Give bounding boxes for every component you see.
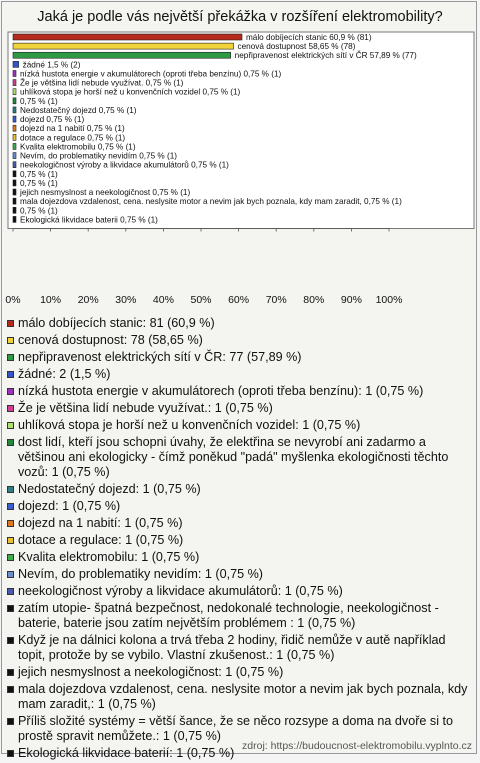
legend-swatch [7, 320, 14, 327]
legend-swatch [7, 439, 14, 446]
x-tick-label: 40% [152, 294, 174, 306]
legend-item [7, 533, 473, 548]
legend-item [7, 350, 473, 365]
bar-label: Nevím, do problematiky nevidím 0,75 % (1) [20, 151, 177, 161]
legend-item [7, 482, 473, 497]
bar-label: dojezd na 1 nabití 0,75 % (1) [20, 124, 125, 134]
x-tick-label: 50% [190, 294, 212, 306]
legend-label: Příliš složité systémy = větší šance, že se něco rozsype a doma na dvoře si to prostě spravit nemůžete.: 1 (0,75 %) [18, 714, 454, 743]
bar-label: 0,75 % (1) [20, 206, 58, 216]
legend-label: jejich nesmyslnost a neekologičnost: 1 (0,75 %) [18, 665, 284, 679]
legend-item [7, 665, 473, 680]
bar [13, 98, 16, 104]
bar-label: Nedostatečný dojezd 0,75 % (1) [20, 105, 137, 115]
legend-swatch [7, 486, 14, 493]
bar-label: nepřipravenost elektrických sítí v ČR 57,89 % (77) [234, 51, 417, 61]
legend-label: Že je většina lidí nebude využívat.: 1 (0,75 %) [18, 401, 273, 415]
legend-label: žádné: 2 (1,5 %) [18, 367, 111, 381]
bar [13, 189, 16, 195]
legend-swatch [7, 669, 14, 676]
legend-label: dojezd: 1 (0,75 %) [18, 499, 121, 513]
legend-label: dost lidí, kteří jsou schopni úvahy, že elektřina se nevyrobí ani zadarmo a většinou ani ekologicky - čímž poněkud "padá" myšlenka ekologičnosti těchto vozů: 1 (0,75 %) [18, 435, 449, 479]
bar-label: Ekologická likvidace baterii 0,75 % (1) [20, 215, 158, 225]
bar [13, 34, 242, 40]
legend-swatch [7, 637, 14, 644]
legend-item [7, 435, 473, 480]
legend-swatch [7, 422, 14, 429]
bar-label: jejich nesmyslnost a neekologičnost 0,75 % (1) [20, 188, 191, 198]
legend-swatch [7, 354, 14, 361]
bar [13, 52, 231, 58]
legend-swatch [7, 718, 14, 725]
legend-item [7, 601, 473, 631]
bar [13, 80, 16, 86]
bar [13, 43, 234, 49]
legend-label: cenová dostupnost: 78 (58,65 %) [18, 333, 203, 347]
bar [13, 171, 16, 177]
legend-label: neekologičnost výroby a likvidace akumulátorů: 1 (0,75 %) [18, 584, 343, 598]
x-tick-label: 60% [228, 294, 250, 306]
bar-label: 0,75 % (1) [20, 178, 58, 188]
legend-item [7, 384, 473, 399]
bar-label: neekologičnost výroby a likvidace akumulátorů 0,75 % (1) [20, 160, 229, 170]
legend-label: Ekologická likvidace baterií: 1 (0,75 %) [18, 746, 235, 760]
chart-legend [7, 316, 473, 763]
bar [13, 207, 16, 213]
chart-plot [0, 0, 480, 320]
bar-label: cenová dostupnost 58,65 % (78) [237, 42, 356, 52]
bar-label: uhlíková stopa je horší než u konvenčních vozidel 0,75 % (1) [20, 87, 241, 97]
legend-item [7, 567, 473, 582]
legend-item [7, 633, 473, 663]
bar [13, 61, 19, 67]
bar [13, 70, 16, 76]
bar-label: Že je většina lidí nebude využívat. 0,75 % (1) [20, 78, 184, 88]
bar-label: 0,75 % (1) [20, 96, 58, 106]
bar-label: žádné 1,5 % (2) [22, 60, 81, 70]
legend-label: dojezd na 1 nabití: 1 (0,75 %) [18, 516, 183, 530]
bar-label: málo dobíjecích stanic 60,9 % (81) [245, 33, 372, 42]
legend-item [7, 401, 473, 416]
legend-item [7, 367, 473, 382]
bar [13, 143, 16, 149]
legend-swatch [7, 571, 14, 578]
legend-swatch [7, 503, 14, 510]
legend-label: nepřipravenost elektrických sítí v ČR: 77 (57,89 %) [18, 350, 302, 364]
legend-label: málo dobíjecích stanic: 81 (60,9 %) [18, 316, 215, 330]
legend-swatch [7, 337, 14, 344]
x-tick-label: 20% [77, 294, 99, 306]
bar-label: dotace a regulace 0,75 % (1) [20, 133, 126, 143]
legend-swatch [7, 588, 14, 595]
bar [13, 180, 16, 186]
legend-swatch [7, 554, 14, 561]
legend-swatch [7, 605, 14, 612]
x-tick-label: 90% [340, 294, 362, 306]
chart-title: Jaká je podle vás největší překážka v rozšíření elektromobility? [37, 9, 443, 25]
legend-label: Když je na dálnici kolona a trvá třeba 2 hodiny, řidič nemůže v autě například topit, protože by se vybilo. Vlastní zkušenost.: 1 (0,75 %) [18, 633, 446, 662]
bar [13, 216, 16, 222]
legend-label: zatím utopie- špatná bezpečnost, nedokonalé technologie, neekologičnost -baterie, baterie jsou zatím největším problémem : 1 (0,75 %) [18, 601, 439, 630]
legend-swatch [7, 388, 14, 395]
x-tick-label: 30% [115, 294, 137, 306]
legend-label: Kvalita elektromobilu: 1 (0,75 %) [18, 550, 200, 564]
legend-item [7, 499, 473, 514]
bar-label: Kvalita elektromobilu 0,75 % (1) [20, 142, 136, 152]
bar-label: nízká hustota energie v akumulátorech (oproti třeba benzínu) 0,75 % (1) [20, 69, 282, 79]
legend-label: Nedostatečný dojezd: 1 (0,75 %) [18, 482, 201, 496]
legend-swatch [7, 686, 14, 693]
bar-label: mala dojezdova vzdalenost, cena. neslysite motor a nevim jak bych poznala, kdy mam zaradit, 0,75 % (1) [20, 197, 402, 207]
legend-swatch [7, 405, 14, 412]
legend-item [7, 516, 473, 531]
legend-item [7, 682, 473, 712]
bar [13, 134, 16, 140]
bar-label: dojezd 0,75 % (1) [20, 115, 85, 125]
bar [13, 107, 16, 113]
bar [13, 162, 16, 168]
x-tick-label: 80% [303, 294, 325, 306]
x-tick-label: 70% [265, 294, 287, 306]
x-tick-label: 0% [5, 294, 21, 306]
x-tick-label: 10% [40, 294, 62, 306]
bar [13, 198, 16, 204]
legend-swatch [7, 750, 14, 757]
bar [13, 125, 16, 131]
legend-item [7, 550, 473, 565]
legend-label: mala dojezdova vzdalenost, cena. neslysite motor a nevim jak bych poznala, kdy mam zaradit,: 1 (0,75 %) [18, 682, 468, 711]
legend-item [7, 418, 473, 433]
source-note: zdroj: https://budoucnost-elektromobilu.vyplnto.cz [242, 740, 472, 752]
legend-label: nízká hustota energie v akumulátorech (oproti třeba benzínu): 1 (0,75 %) [18, 384, 424, 398]
legend-label: Nevím, do problematiky nevidím: 1 (0,75 %) [18, 567, 263, 581]
bar [13, 153, 16, 159]
legend-label: uhlíková stopa je horší než u konvenčních vozidel: 1 (0,75 %) [18, 418, 361, 432]
legend-item [7, 316, 473, 331]
bar-label: 0,75 % (1) [20, 169, 58, 179]
legend-swatch [7, 371, 14, 378]
legend-item [7, 333, 473, 348]
x-tick-label: 100% [375, 294, 403, 306]
legend-label: dotace a regulace: 1 (0,75 %) [18, 533, 184, 547]
legend-swatch [7, 537, 14, 544]
legend-swatch [7, 520, 14, 527]
bar [13, 116, 16, 122]
bar [13, 89, 16, 95]
legend-item [7, 584, 473, 599]
